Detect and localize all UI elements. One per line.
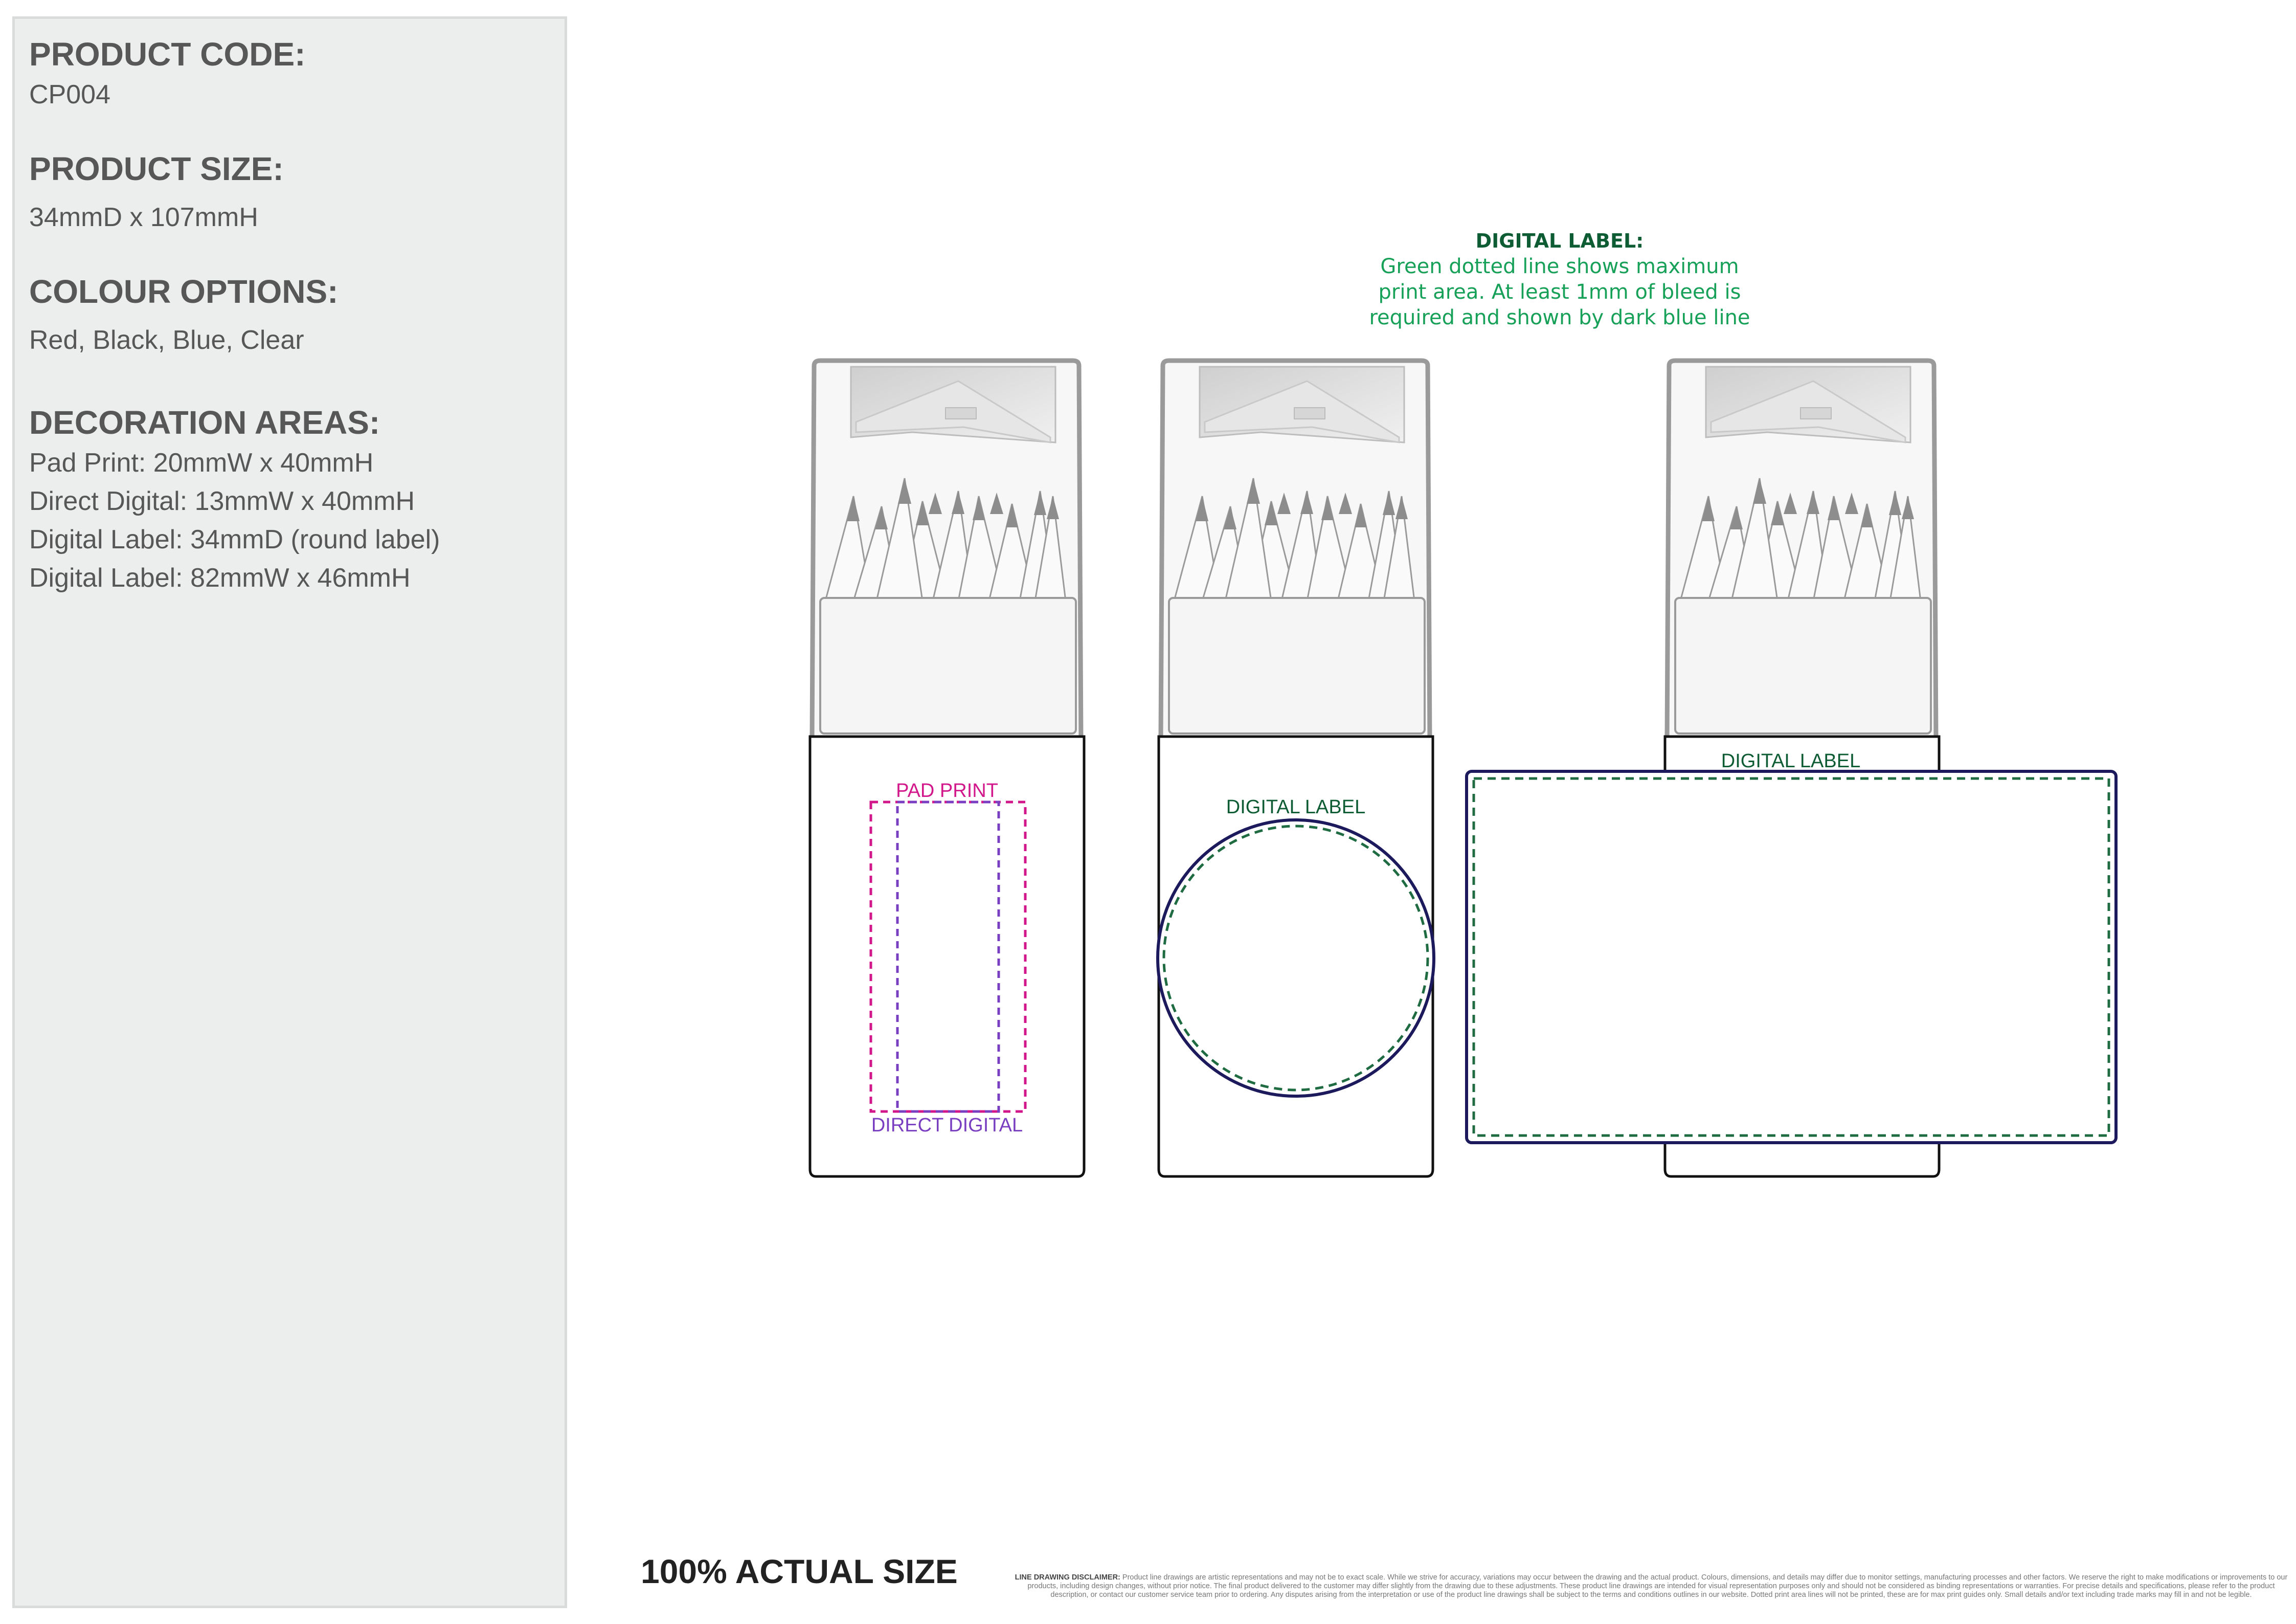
disclaimer-text: Product line drawings are artistic representations and may not be to exact scale. While we strive for accuracy, variations may occur between the drawing and the actual product. Colours, dimensions, and details may differ due to monitor settings, manufacturing processes and other factors. We reserve the right to make modifications or improvements to our products, including design changes, without prior notice. The final product delivered to the customer may differ slightly from the drawing due to these adjustments. These product line drawings are intended for visual representation purposes only and should not be considered as binding representations or warranties. For precise details and specifications, please refer to the product description, or contact our customer service team prior to ordering. Any disputes arising from the interpretation or use of the product line drawings shall be subject to the terms and conditions outlines in our website. Dotted print area lines will not be printed, these are for max print guides only. Small details and/or text including trade marks may fill in and not be legible.	[1027, 1573, 2288, 1599]
disclaimer-heading: LINE DRAWING DISCLAIMER:	[1015, 1573, 1120, 1582]
actual-size-note: 100% ACTUAL SIZE	[641, 1552, 958, 1590]
product-size-title: PRODUCT SIZE:	[29, 150, 284, 187]
direct-digital-label: DIRECT DIGITAL	[871, 1115, 1023, 1136]
line-drawing-disclaimer	[1010, 1573, 2292, 1599]
decoration-area-item: Direct Digital: 13mmW x 40mmH	[29, 486, 415, 516]
digital-label-wrap-label: DIGITAL LABEL	[1721, 750, 1861, 772]
decoration-area-item: Pad Print: 20mmW x 40mmH	[29, 448, 374, 478]
product-view-pad-print	[810, 361, 1084, 1176]
product-view-round-label	[1158, 361, 1434, 1176]
digital-label-note-heading: DIGITAL LABEL:	[1475, 230, 1644, 252]
colour-options-title: COLOUR OPTIONS:	[29, 273, 339, 310]
digital-label-note-line: required and shown by dark blue line	[1369, 306, 1750, 329]
digital-label-note-line: print area. At least 1mm of bleed is	[1378, 280, 1741, 304]
colour-options-value: Red, Black, Blue, Clear	[29, 325, 304, 355]
product-view-wrap-label	[1467, 361, 2116, 1176]
pad-print-label: PAD PRINT	[896, 780, 998, 802]
decoration-area-item: Digital Label: 82mmW x 46mmH	[29, 563, 411, 593]
product-code-value: CP004	[29, 80, 110, 109]
digital-label-round-label: DIGITAL LABEL	[1226, 796, 1366, 818]
product-size-value: 34mmD x 107mmH	[29, 203, 258, 232]
digital-label-note-line: Green dotted line shows maximum	[1380, 255, 1739, 278]
decoration-area-item: Digital Label: 34mmD (round label)	[29, 525, 440, 554]
decoration-areas-title: DECORATION AREAS:	[29, 404, 380, 441]
product-code-title: PRODUCT CODE:	[29, 36, 306, 73]
